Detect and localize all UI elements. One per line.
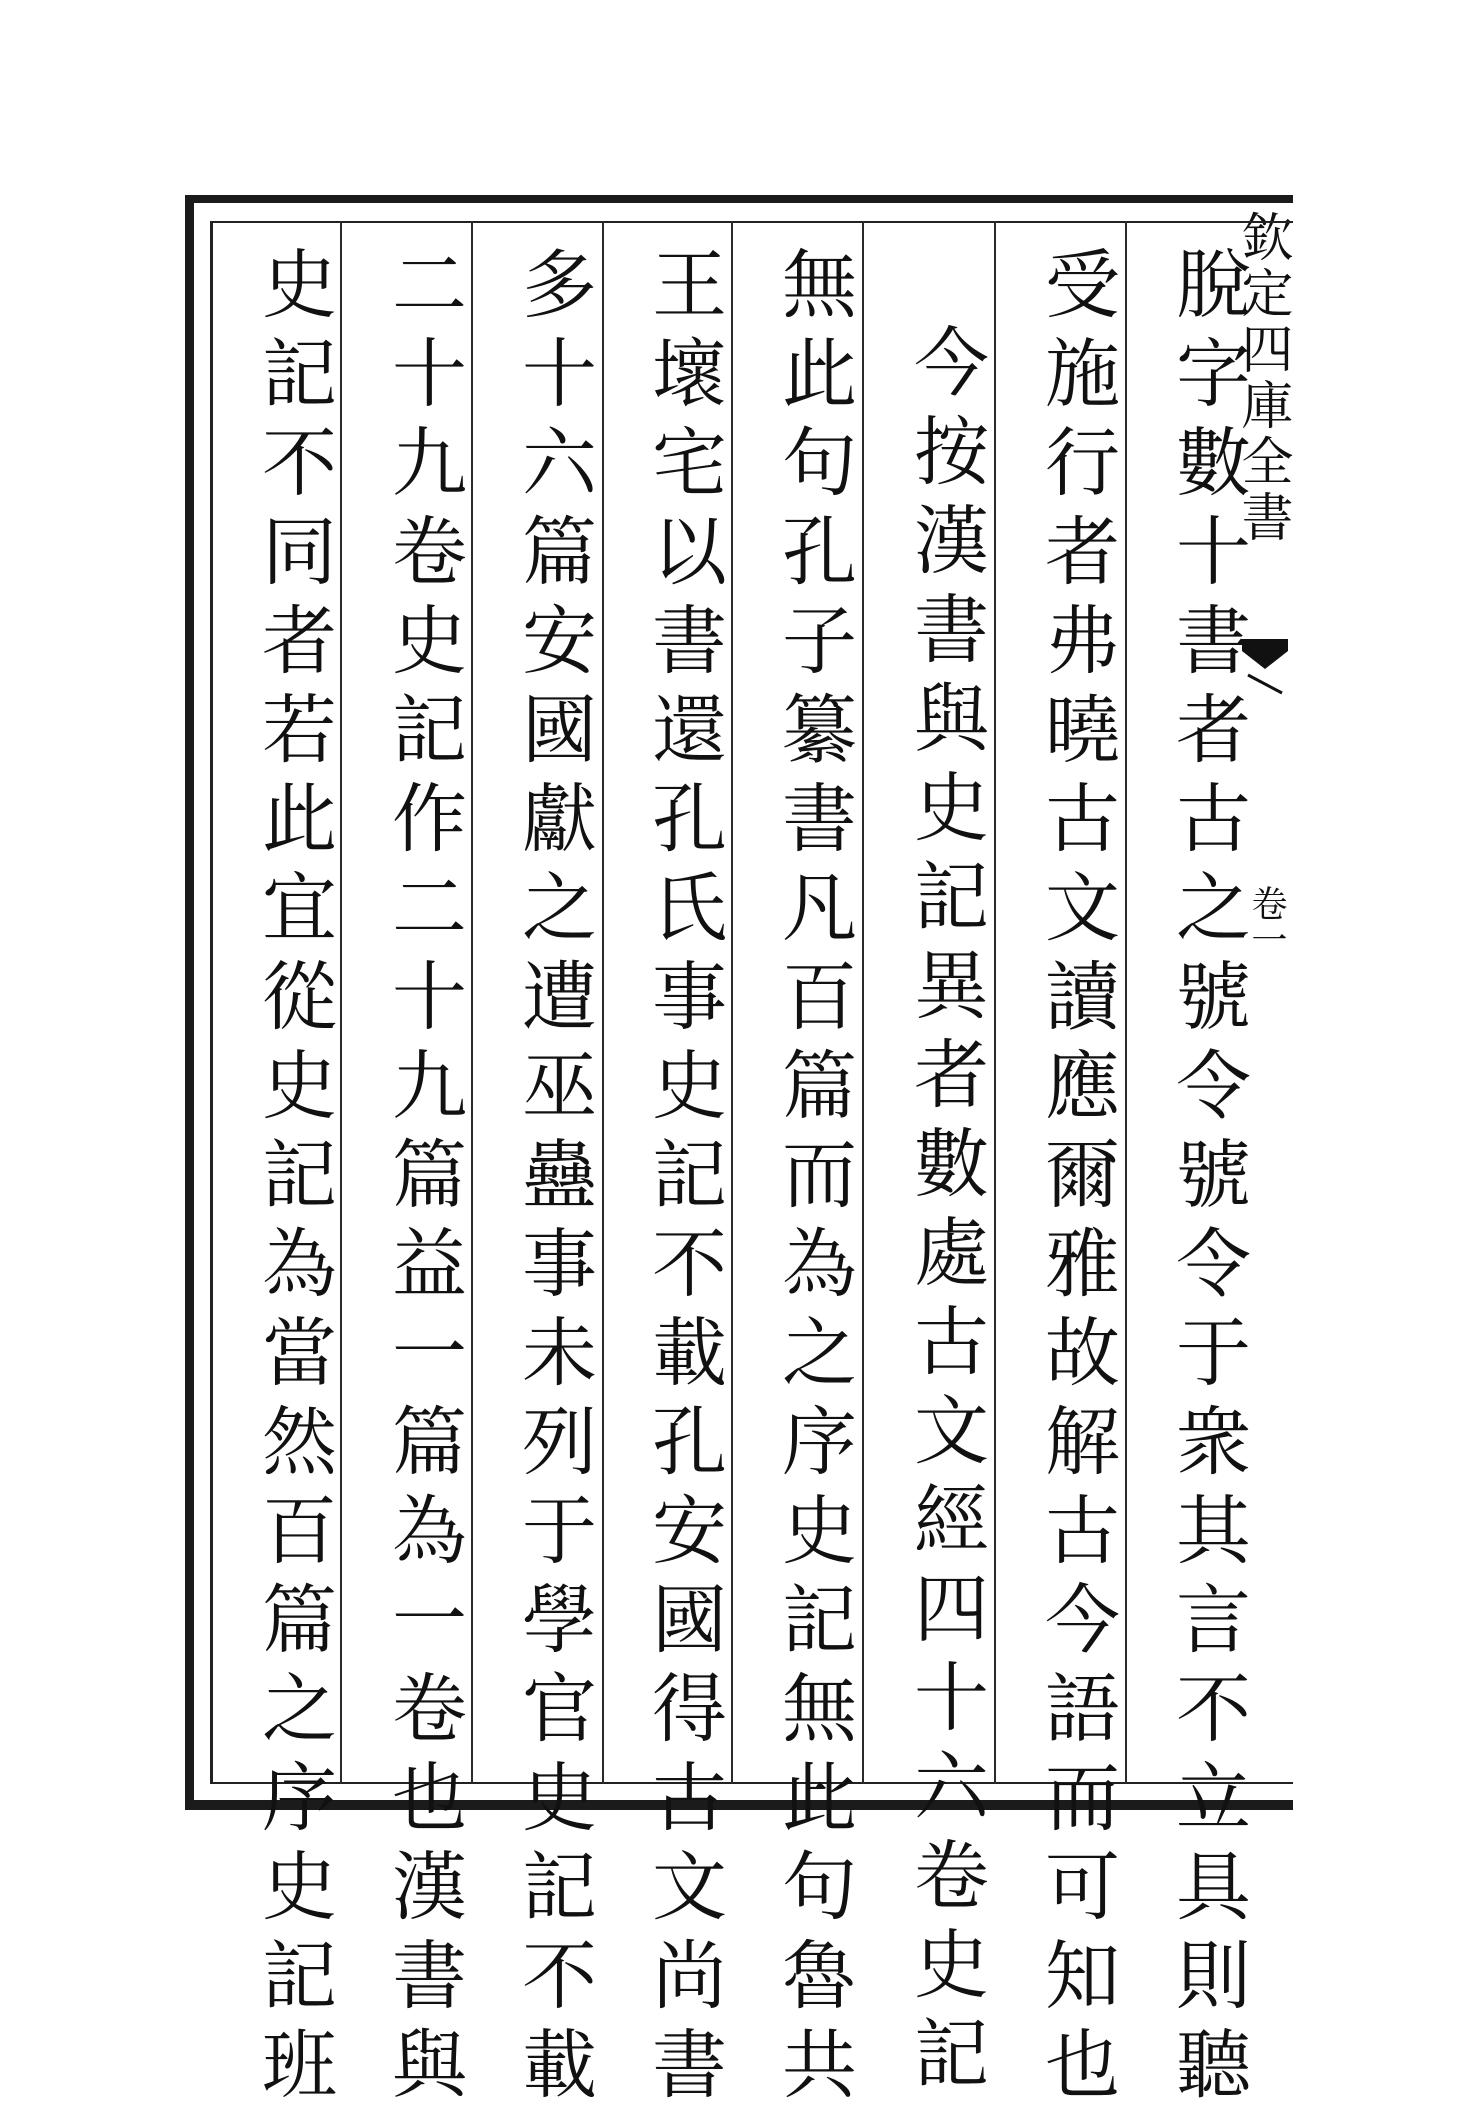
text-column-7: 二十九卷史記作二十九篇益一篇為一卷也漢書與: [380, 245, 468, 2114]
page-frame: [185, 195, 1293, 2114]
text-column-1: 脫字數十書者古之號令號令于衆其言不立具則聽: [1164, 245, 1252, 2114]
book-title-margin: 欽定四庫全書: [1232, 210, 1292, 546]
text-column-4: 無此句孔子纂書凡百篇而為之序史記無此句魯共: [770, 245, 858, 2114]
text-column-6: 多十六篇安國獻之遭巫蠱事未列于學官史記不載: [510, 245, 598, 2114]
text-column-3: 今按漢書與史記異者數處古文經四十六卷史記: [902, 323, 990, 2103]
text-column-2: 受施行者弗曉古文讀應爾雅故解古今語而可知也: [1033, 245, 1121, 2114]
volume-label-margin: 卷一: [1246, 885, 1287, 957]
text-column-5: 王壞宅以書還孔氏事史記不載孔安國得古文尚書: [640, 245, 728, 2114]
text-column-8: 史記不同者若此宜從史記為當然百篇之序史記班: [250, 245, 338, 2114]
